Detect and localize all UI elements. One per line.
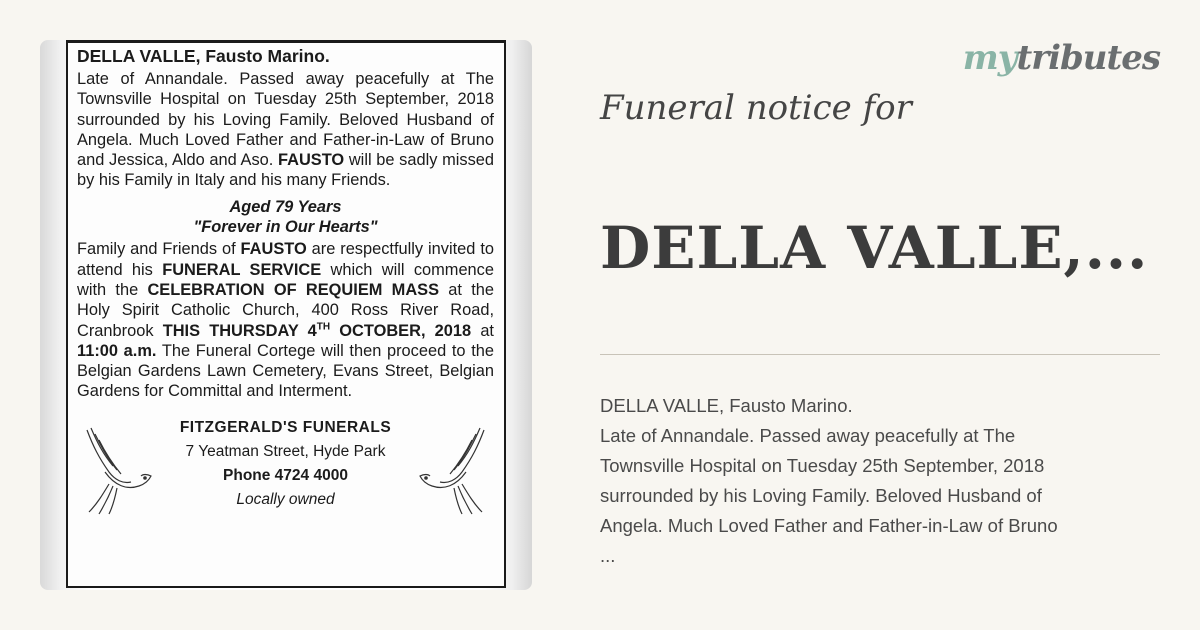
- notice-image: [40, 40, 532, 590]
- notice-paragraph-2: Family and Friends of FAUSTO are respectfully invited to attend his FUNERAL SERVICE which will commence with the CELEBRATION OF REQUIEM MASS at the Holy Spirit Catholic Church, 400 Ross River Road, Cranbrook THIS THURSDAY 4TH OCTOBER, 2018 at 11:00 a.m. The Funeral Cortege will then proceed to the Belgian Gardens Lawn Cemetery, Evans Street, Belgian Gardens for Committal and Interment.: [77, 240, 495, 401]
- page-title: DELLA VALLE,...: [600, 214, 1149, 282]
- notice-text-block: [66, 40, 506, 588]
- dove-icon: [414, 424, 492, 516]
- summary-line: surrounded by his Loving Family. Beloved Husband of: [600, 485, 1042, 506]
- director-name: FITZGERALD'S FUNERALS: [179, 418, 392, 436]
- summary-ellipsis: ...: [600, 545, 616, 566]
- notice-heading: DELLA VALLE, Fausto Marino.: [77, 46, 330, 66]
- divider: [600, 354, 1160, 355]
- director-owned: Locally owned: [236, 490, 335, 508]
- notice-quote: "Forever in Our Hearts": [193, 218, 378, 237]
- summary-line: DELLA VALLE, Fausto Marino.: [600, 395, 853, 416]
- dove-icon: [79, 424, 157, 516]
- page-subtitle: Funeral notice for: [600, 88, 912, 128]
- brand-logo[interactable]: mytributes: [962, 38, 1160, 78]
- notice-age: Aged 79 Years: [229, 197, 342, 216]
- notice-summary: [600, 391, 1160, 571]
- summary-line: Late of Annandale. Passed away peacefully at The: [600, 425, 1016, 446]
- director-address: 7 Yeatman Street, Hyde Park: [185, 442, 386, 460]
- summary-line: Townsville Hospital on Tuesday 25th September, 2018: [600, 455, 1045, 476]
- director-phone: Phone 4724 4000: [223, 466, 348, 484]
- notice-paragraph-1: Late of Annandale. Passed away peacefully at The Townsville Hospital on Tuesday 25th September, 2018 surrounded by his Loving Family. Beloved Husband of Angela. Much Loved Father and Father-in-Law of Bruno and Jessica, Aldo and Aso. FAUSTO will be sadly missed by his Family in Italy and his many Friends.: [77, 70, 494, 190]
- funeral-director: [77, 416, 494, 526]
- summary-line: Angela. Much Loved Father and Father-in-Law of Bruno: [600, 515, 1058, 536]
